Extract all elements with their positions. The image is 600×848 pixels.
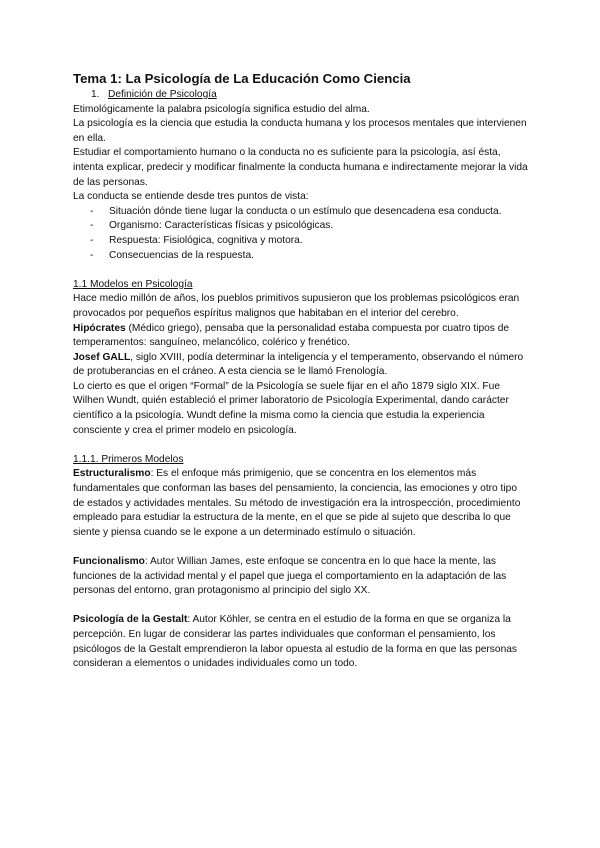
bold-term: Psicología de la Gestalt (73, 614, 188, 626)
bold-term: Estructuralismo (73, 468, 151, 480)
section-title: Definición de Psicología (108, 89, 217, 100)
paragraph: La conducta se entiende desde tres puntos de vista: (73, 191, 309, 203)
paragraph: Lo cierto es que el origen “Formal” de la Psicología se suele fijar en el año 1879 siglo XIX. Fue Wilhen Wundt, quién estableció el primer laboratorio de Psicología Experimental, dando carácter científico a la psicología. Wundt define la misma como la ciencia que estudia la experiencia consciente y crea el primer modelo en psicología. (73, 380, 509, 436)
paragraph (73, 555, 528, 599)
list-item: - Organismo: Características físicas y psicológicas. (90, 219, 528, 234)
paragraph: Estudiar el comportamiento humano o la conducta no es suficiente para la psicología, así ésta, intenta explicar, predecir y modificar finalmente la conducta humana e indirectamente mejorar la vida de las personas. (73, 147, 528, 188)
list-item: - Situación dónde tiene lugar la conducta o un estímulo que desencadena esa conducta. (90, 205, 528, 220)
section-number: 1. (91, 89, 100, 100)
paragraph (73, 613, 528, 671)
paragraph (73, 322, 528, 351)
section-heading-primeros-modelos: 1.1.1. Primeros Modelos (73, 453, 184, 465)
paragraph-text: , siglo XVIII, podía determinar la inteligencia y el temperamento, observando el número de protuberancias en el cráneo. A esta ciencia se le llamó Frenología. (73, 351, 524, 378)
bold-term: Josef GALL (73, 351, 131, 363)
paragraph (73, 467, 528, 540)
paragraph (73, 351, 528, 380)
list-item: - Consecuencias de la respuesta. (90, 249, 528, 264)
document-title: Tema 1: La Psicología de La Educación Como Ciencia (73, 71, 411, 86)
section-heading-modelos: 1.1 Modelos en Psicología (73, 278, 193, 290)
paragraph-text: : Es el enfoque más primigenio, que se concentra en los elementos más fundamentales que conforman las bases del pensamiento, la conciencia, las emociones y otro tipo de estados y actividades mentales. Su método de investigación era la introspección, procedimiento empleado para estudiar la estructura de la mente, en el que se pide al sujeto que describa lo que siente y piensa cuando se le expone a un determinado estímulo o situación. (73, 468, 521, 538)
document-page (73, 70, 528, 672)
bullet-list (73, 205, 528, 263)
section-heading-definicion (91, 88, 528, 103)
bold-term: Hipócrates (73, 322, 126, 334)
paragraph: La psicología es la ciencia que estudia la conducta humana y los procesos mentales que intervienen en ella. (73, 118, 527, 144)
paragraph-text: : Autor Köhler, se centra en el estudio de la forma en que se organiza la percepción. En lugar de considerar las partes individuales que conforman el pensamiento, los psicólogos de la Gestalt emprendieron la labor opuesta al estudio de la forma en que las personas consideran a elementos o unidades individuales como un todo. (73, 614, 517, 670)
paragraph: Etimológicamente la palabra psicología significa estudio del alma. (73, 103, 370, 115)
paragraph-text: (Médico griego), pensaba que la personalidad estaba compuesta por cuatro tipos de temperamentos: sanguíneo, melancólico, colérico y frenético. (73, 322, 510, 349)
bold-term: Funcionalismo (73, 556, 145, 567)
paragraph-text: : Autor Willian James, este enfoque se concentra en lo que hace la mente, las funciones de la actividad mental y el papel que juega el comportamiento en la adaptación de las personas del entorno, gran protagonismo al principio del siglo XX. (73, 556, 507, 597)
list-item: - Respuesta: Fisiológica, cognitiva y motora. (90, 234, 528, 249)
paragraph: Hace medio millón de años, los pueblos primitivos supusieron que los problemas psicológicos eran provocados por pequeños espíritus malignos que habitaban en el interior del cerebro. (73, 293, 520, 319)
